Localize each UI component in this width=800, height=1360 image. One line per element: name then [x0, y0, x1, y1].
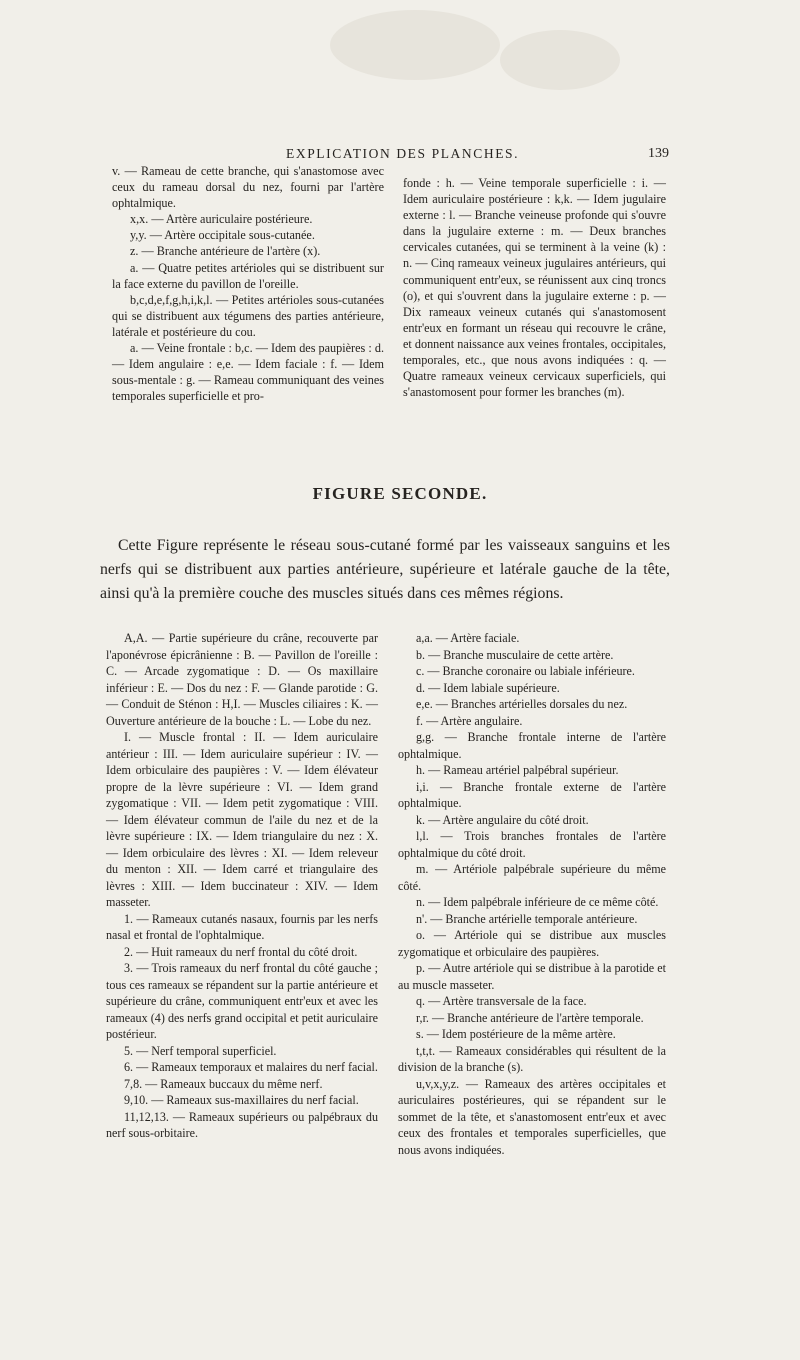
paragraph: i,i. — Branche frontale externe de l'artère ophtalmique. [398, 779, 666, 810]
figure-description [100, 534, 670, 606]
paragraph: 7,8. — Rameaux buccaux du même nerf. [124, 1076, 323, 1091]
paragraph: a. — Quatre petites artérioles qui se distribuent sur la face externe du pavillon de l'oreille. [112, 260, 384, 291]
paragraph: 11,12,13. — Rameaux supérieurs ou palpébraux du nerf sous-orbitaire. [106, 1109, 378, 1140]
paragraph: x,x. — Artère auriculaire postérieure. [130, 212, 313, 227]
paragraph: m. — Artériole palpébrale supérieure du même côté. [398, 862, 666, 893]
figure-title: FIGURE SECONDE. [312, 484, 488, 503]
paragraph: b. — Branche musculaire de cette artère. [416, 647, 614, 662]
top-left-column [112, 163, 384, 404]
paragraph: d. — Idem labiale supérieure. [416, 680, 560, 695]
foxing-stain [500, 30, 620, 90]
paragraph: I. — Muscle frontal : II. — Idem auriculaire antérieur : III. — Idem auriculaire supérieur : IV. — Idem orbiculaire des paupières : V. — Idem élévateur propre de la lèvre supérieure : VI. — Idem grand zygomatique : VII. — Idem petit zygomatique : VIII. — Idem élévateur commun de l'aile du nez et de la lèvre supérieure : IX. — Idem triangulaire du nez : X. — Idem orbiculaire des lèvres : XI. — Idem releveur du menton : XII. — Idem carré et triangulaire des lèvres : XIII. — Idem buccinateur : XIV. — Idem masseter. [106, 730, 378, 909]
bottom-right-column [398, 630, 666, 1158]
paragraph: a,a. — Artère faciale. [416, 631, 520, 645]
paragraph: f. — Artère angulaire. [416, 713, 523, 728]
paragraph: o. — Artériole qui se distribue aux muscles zygomatique et orbiculaire des paupières. [398, 928, 666, 959]
top-right-column [403, 175, 666, 400]
foxing-stain [330, 10, 500, 80]
paragraph: 2. — Huit rameaux du nerf frontal du côté droit. [124, 944, 358, 959]
paragraph: 1. — Rameaux cutanés nasaux, fournis par les nerfs nasal et frontal de l'ophtalmique. [106, 911, 378, 942]
paragraph: c. — Branche coronaire ou labiale inférieure. [416, 664, 635, 678]
paragraph: 6. — Rameaux temporaux et malaires du nerf facial. [124, 1060, 378, 1074]
paragraph: h. — Rameau artériel palpébral supérieur. [416, 763, 619, 777]
paragraph: b,c,d,e,f,g,h,i,k,l. — Petites artérioles sous-cutanées qui se distribuent aux tégumens des parties antérieure, latérale et postérieure du cou. [112, 292, 384, 339]
paragraph: g,g. — Branche frontale interne de l'artère ophtalmique. [398, 730, 666, 761]
page-number: 139 [648, 146, 669, 161]
bottom-left-column [106, 630, 378, 1142]
paragraph: k. — Artère angulaire du côté droit. [416, 812, 589, 827]
paragraph: v. — Rameau de cette branche, qui s'anastomose avec ceux du rameau dorsal du nez, fourni par l'artère ophtalmique. [112, 164, 384, 211]
paragraph: q. — Artère transversale de la face. [416, 994, 587, 1008]
paragraph: l,l. — Trois branches frontales de l'artère ophtalmique du côté droit. [398, 829, 666, 860]
running-title: EXPLICATION DES PLANCHES. [286, 146, 520, 161]
figure-description-text: Cette Figure représente le réseau sous-cutané formé par les vaisseaux sanguins et les nerfs qui se distribuent aux parties antérieure, supérieure et latérale gauche de la tête, ainsi qu'à la première couche des muscles situés dans ces mêmes régions. [100, 537, 670, 602]
paragraph: y,y. — Artère occipitale sous-cutanée. [130, 228, 315, 243]
paragraph: 9,10. — Rameaux sus-maxillaires du nerf facial. [124, 1093, 359, 1107]
paragraph: e,e. — Branches artérielles dorsales du nez. [416, 697, 628, 711]
paragraph: p. — Autre artériole qui se distribue à la parotide et au muscle masseter. [398, 961, 666, 992]
paragraph: n'. — Branche artérielle temporale antérieure. [416, 911, 638, 926]
paragraph: u,v,x,y,z. — Rameaux des artères occipitales et auriculaires postérieures, qui se répandent sur le sommet de la tête, et s'anastomosent entr'eux et avec ceux des frontales et temporales superficielles, que nous avons indiquées. [398, 1076, 666, 1157]
paragraph: s. — Idem postérieure de la même artère. [416, 1027, 616, 1041]
paragraph: z. — Branche antérieure de l'artère (x). [130, 244, 321, 259]
paragraph: 5. — Nerf temporal superficiel. [124, 1043, 277, 1058]
paragraph: 3. — Trois rameaux du nerf frontal du côté gauche ; tous ces rameaux se répandent sur la partie antérieure et supérieure du crâne, communiquent entr'eux et avec les rameaux (4) des nerfs grand occipital et petit auriculaire postérieur. [106, 961, 378, 1041]
paragraph: t,t,t. — Rameaux considérables qui résultent de la division de la branche (s). [398, 1043, 666, 1074]
paragraph: A,A. — Partie supérieure du crâne, recouverte par l'aponévrose épicrânienne : B. — Pavillon de l'oreille : C. — Arcade zygomatique : D. — Os maxillaire inférieur : E. — Dos du nez : F. — Glande parotide : G. — Conduit de Sténon : H,I. — Muscles ciliaires : K. — Ouverture antérieure de la bouche : L. — Lobe du nez. [106, 631, 378, 728]
paragraph: a. — Veine frontale : b,c. — Idem des paupières : d. — Idem angulaire : e,e. — Idem faciale : f. — Idem sous-mentale : g. — Rameau communiquant des veines temporales superficielle et pro- [112, 341, 384, 404]
paragraph: n. — Idem palpébrale inférieure de ce même côté. [416, 895, 659, 909]
paragraph: fonde : h. — Veine temporale superficielle : i. — Idem auriculaire postérieure : k,k. — Idem jugulaire externe : l. — Branche veineuse profonde qui s'ouvre dans la jugulaire externe : m. — Deux branches cervicales cutanées, qui se terminent à la veine (k) : n. — Cinq rameaux veineux jugulaires antérieurs, qui communiquent entr'eux, se réunissent aux cinq troncs (o), et qui s'ouvrent dans la jugulaire externe : p. — Dix rameaux veineux cutanés qui s'anastomosent entr'eux en formant un réseau qui recouvre le crâne, et donnent naissance aux veines frontales, occipitales, temporales, etc., que nous avons indiquées : q. — Quatre rameaux veineux cervicaux superficiels, qui s'anastomosent pour former les branches (m). [403, 176, 666, 400]
paragraph: r,r. — Branche antérieure de l'artère temporale. [416, 1010, 644, 1025]
